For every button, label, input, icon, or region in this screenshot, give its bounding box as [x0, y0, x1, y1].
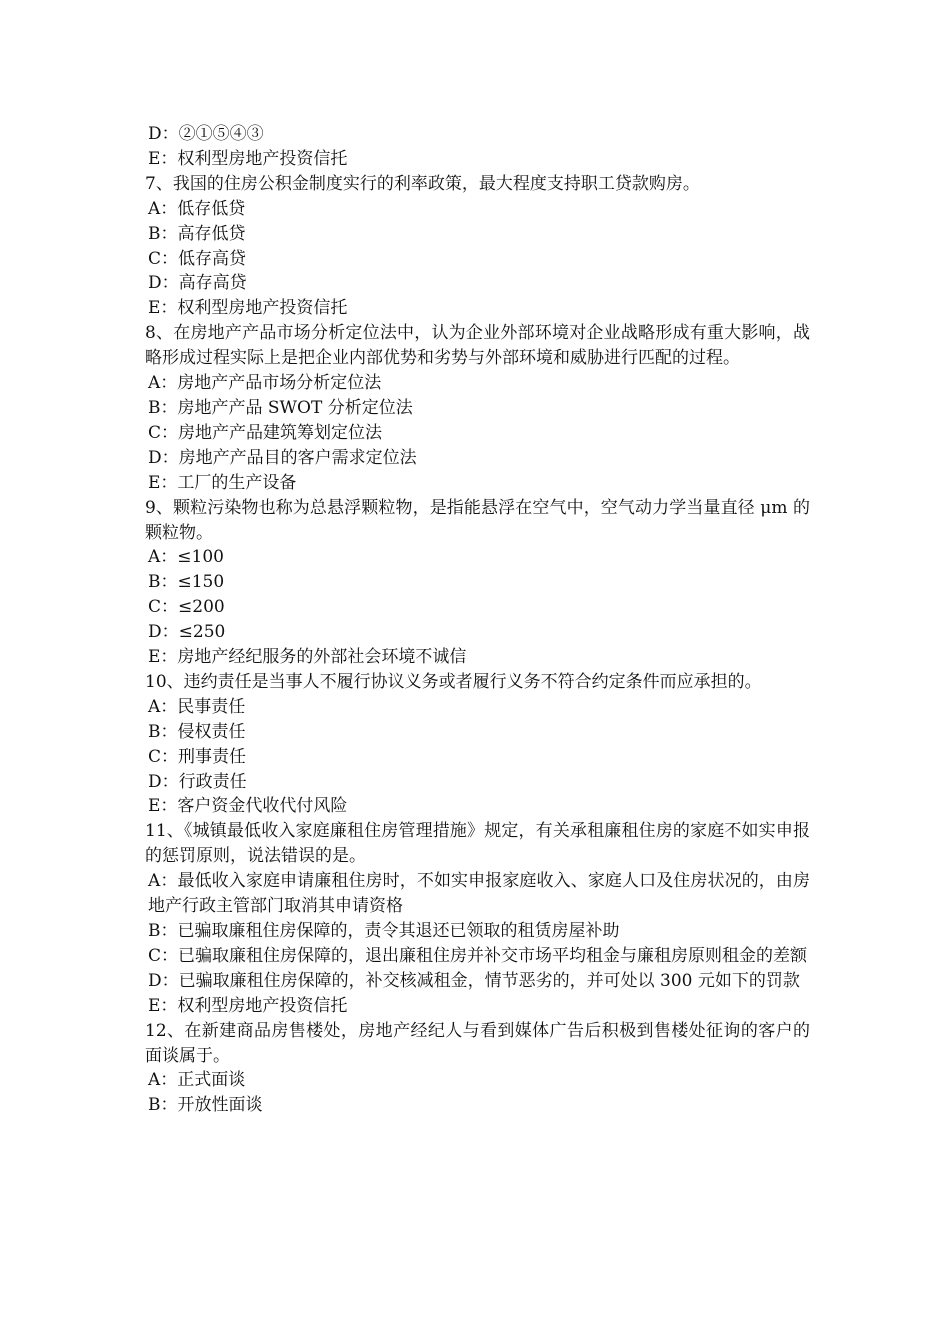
option-e: E：工厂的生产设备 — [148, 472, 297, 493]
option-e: E：房地产经纪服务的外部社会环境不诚信 — [148, 647, 467, 668]
option-d: D：房地产产品目的客户需求定位法 — [148, 447, 417, 468]
option-b: B：房地产产品 SWOT 分析定位法 — [148, 397, 413, 418]
option-e: E：客户资金代收代付风险 — [148, 796, 348, 817]
option-a: A：正式面谈 — [148, 1070, 246, 1091]
option-c: C：≤200 — [148, 597, 225, 618]
question-text: 8、在房地产产品市场分析定位法中，认为企业外部环境对企业战略形成有重大影响，战略形成过程实际上是把企业内部优势和劣势与外部环境和威胁进行匹配的过程。 — [145, 323, 810, 369]
lead-option-e: E：权利型房地产投资信托 — [148, 148, 348, 169]
option-a: A：≤100 — [148, 547, 224, 568]
option-d: D：行政责任 — [148, 771, 247, 792]
option-e: E：权利型房地产投资信托 — [148, 298, 348, 319]
option-a: A：民事责任 — [148, 696, 246, 717]
question-text: 9、颗粒污染物也称为总悬浮颗粒物，是指能悬浮在空气中，空气动力学当量直径 μm 的颗粒物。 — [145, 497, 810, 543]
option-b: B：≤150 — [148, 572, 225, 593]
option-d: D：≤250 — [148, 622, 226, 643]
option-c: C：低存高贷 — [148, 248, 247, 269]
option-a: A：房地产产品市场分析定位法 — [148, 373, 382, 394]
option-b: B：开放性面谈 — [148, 1095, 263, 1116]
option-c: C：房地产产品建筑筹划定位法 — [148, 422, 383, 443]
lead-option-d: D：②①⑤④③ — [148, 124, 264, 144]
option-c: C：刑事责任 — [148, 746, 247, 767]
question-text: 12、在新建商品房售楼处，房地产经纪人与看到媒体广告后积极到售楼处征询的客户的面谈属于。 — [145, 1020, 810, 1066]
question-9 — [145, 496, 810, 670]
question-7 — [145, 172, 810, 321]
question-8 — [145, 321, 810, 495]
question-content — [145, 122, 810, 1118]
option-b: B：侵权责任 — [148, 721, 246, 742]
option-c: C：已骗取廉租住房保障的，退出廉租住房并补交市场平均租金与廉租房原则租金的差额 — [148, 945, 808, 966]
option-d: D：已骗取廉租住房保障的，补交核减租金，情节恶劣的，并可处以 300 元如下的罚款 — [148, 970, 800, 991]
option-a: A：最低收入家庭申请廉租住房时，不如实申报家庭收入、家庭人口及住房状况的，由房地产行政主管部门取消其申请资格 — [148, 871, 810, 917]
option-e: E：权利型房地产投资信托 — [148, 995, 348, 1016]
option-d: D：高存高贷 — [148, 273, 247, 294]
option-b: B：已骗取廉租住房保障的，责令其退还已领取的租赁房屋补助 — [148, 921, 620, 941]
option-b: B：高存低贷 — [148, 223, 246, 244]
question-12 — [145, 1019, 810, 1119]
question-10 — [145, 670, 810, 819]
question-text: 10、违约责任是当事人不履行协议义务或者履行义务不符合约定条件而应承担的。 — [145, 671, 762, 692]
question-text: 11、《城镇最低收入家庭廉租住房管理措施》规定，有关承租廉租住房的家庭不如实申报的惩罚原则，说法错误的是。 — [145, 821, 810, 867]
question-text: 7、我国的住房公积金制度实行的利率政策，最大程度支持职工贷款购房。 — [145, 173, 700, 194]
question-11 — [145, 819, 810, 1018]
option-a: A：低存低贷 — [148, 198, 246, 219]
